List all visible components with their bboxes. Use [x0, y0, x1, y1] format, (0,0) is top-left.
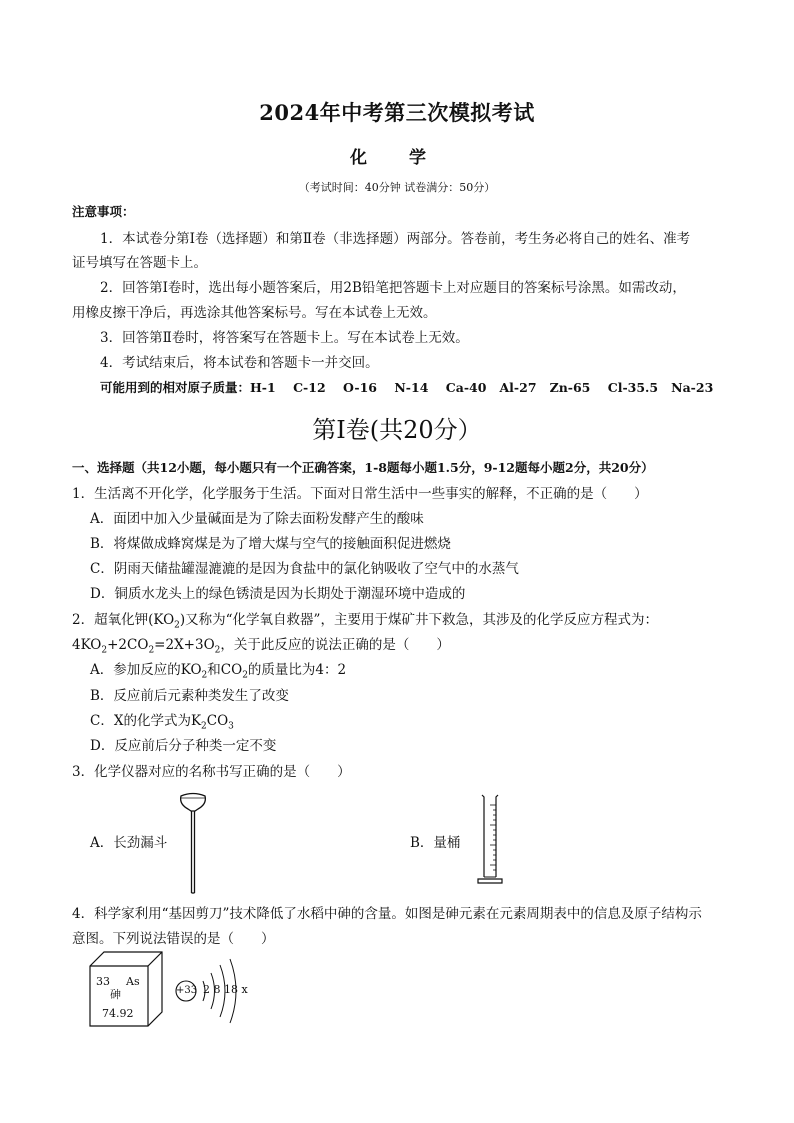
q2-stem: 2．超氧化钾$(KO_2)$又称为“化学氧自救器”，主要用于煤矿井下救急，其涉及的化学反应方程式为： [72, 612, 658, 631]
q1-option-b: B．将煤做成蜂窝煤是为了增大煤与空气的接触面积促进燃烧 [90, 536, 451, 552]
atom-electron-shells: 2 8 18 x [203, 983, 248, 996]
notice-item-2-line-2: 用橡皮擦干净后，再选涂其他答案标号。写在本试卷上无效。 [72, 305, 437, 321]
notice-item-1-line-1: 1．本试卷分第Ⅰ卷（选择题）和第Ⅱ卷（非选择题）两部分。答卷前，考生务必将自己的姓名、准考 [100, 231, 691, 247]
q2-option-d: D．反应前后分子种类一定不变 [90, 738, 277, 754]
notice-heading: 注意事项： [72, 204, 135, 219]
notice-item-1-line-2: 证号填写在答题卡上。 [72, 255, 207, 271]
atomic-masses: 可能用到的相对原子质量：H-1 C-12 O-16 N-14 Ca-40 Al-27 Zn-65 Cl-35.5 Na-23 [100, 380, 714, 395]
q4-stem-line-1: 4．科学家利用“基因剪刀”技术降低了水稻中砷的含量。如图是砷元素在元素周期表中的信息及原子结构示 [72, 906, 702, 922]
notice-item-3: 3．回答第Ⅱ卷时，将答案写在答题卡上。写在本试卷上无效。 [100, 330, 469, 346]
notice-item-4: 4．考试结束后，将本试卷和答题卡一并交回。 [100, 355, 379, 371]
q3-option-b: B．量桶 [410, 835, 461, 851]
element-atomic-mass: 74.92 [102, 1007, 134, 1020]
exam-title: 2024年中考第三次模拟考试 [259, 100, 535, 125]
q3-option-a: A．长劲漏斗 [90, 835, 168, 851]
q2-option-a: A．参加反应的$KO_2$和$CO_2$的质量比为4：2 [90, 662, 347, 681]
q2-option-c: C．X的化学式为$K_2CO_3$ [90, 713, 234, 732]
q1-stem: 1．生活离不开化学，化学服务于生活。下面对日常生活中一些事实的解释，不正确的是（ ） [72, 486, 648, 502]
q1-option-d: D．铜质水龙头上的绿色锈渍是因为长期处于潮湿环境中造成的 [90, 586, 466, 602]
long-neck-funnel-figure [176, 792, 210, 897]
q4-stem-line-2: 意图。下列说法错误的是（ ） [72, 931, 275, 947]
element-name: 砷 [110, 988, 121, 1001]
graduated-cylinder-figure [474, 793, 508, 887]
atom-nucleus-charge: +33 [176, 985, 198, 996]
q3-stem: 3．化学仪器对应的名称书写正确的是（ ） [72, 764, 351, 780]
part-heading: 一、选择题（共12小题，每小题只有一个正确答案，1-8题每小题1.5分，9-12题每小题2分，共20分） [72, 460, 654, 475]
q2-equation: $4KO_2+2CO_2=2X+3O_2$，关于此反应的说法正确的是（ ） [72, 637, 450, 656]
subject-title: 化 学 [350, 148, 444, 168]
q1-option-c: C．阴雨天储盐罐湿漉漉的是因为食盐中的氯化钠吸收了空气中的水蒸气 [90, 561, 519, 577]
q1-option-a: A．面团中加入少量碱面是为了除去面粉发酵产生的酸味 [90, 511, 424, 527]
section-title: 第Ⅰ卷(共20分） [312, 416, 482, 444]
q2-option-b: B．反应前后元素种类发生了改变 [90, 688, 289, 704]
element-symbol: As [126, 975, 140, 988]
notice-item-2-line-1: 2．回答第Ⅰ卷时，选出每小题答案后，用2B铅笔把答题卡上对应题目的答案标号涂黑。如需改动， [100, 280, 686, 296]
element-atomic-number: 33 [96, 975, 110, 988]
exam-info: （考试时间：40分钟 试卷满分：50分） [298, 181, 496, 194]
